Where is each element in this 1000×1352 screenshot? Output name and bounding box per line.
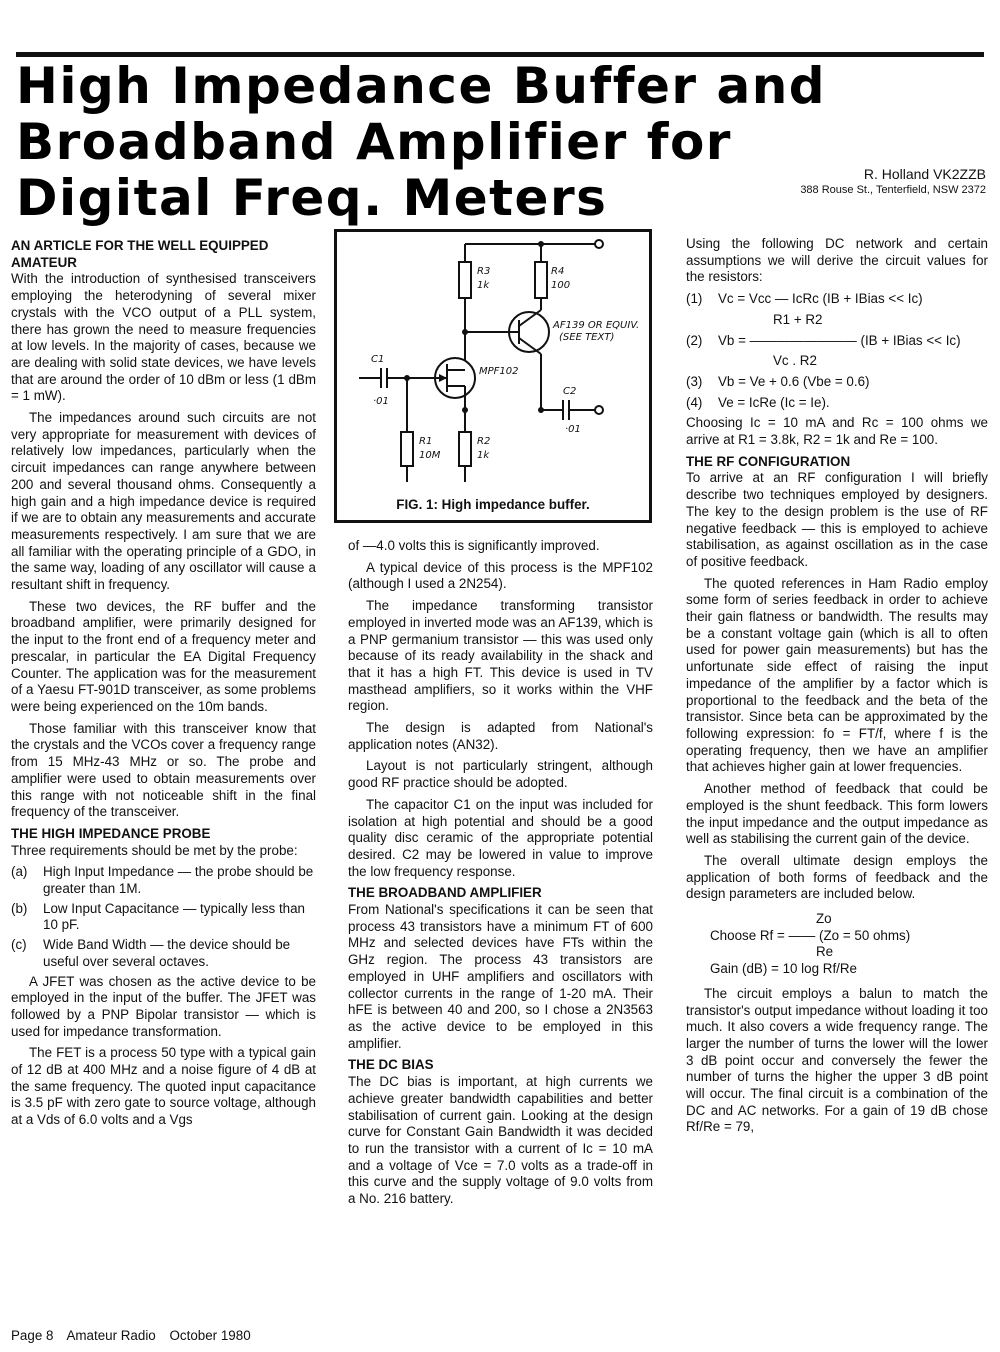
requirement-a (11, 864, 316, 897)
byline (800, 166, 986, 196)
req-text: High Input Impedance — the probe should be greater than 1M. (43, 864, 314, 897)
equation-2-numerator: R1 + R2 (773, 311, 823, 327)
page-number: Page 8 (11, 1328, 54, 1343)
eq-text: Ve = IcRe (Ic = Ie). (718, 394, 830, 410)
equation-4 (686, 395, 988, 412)
column-3 (686, 236, 988, 1141)
label-q2: AF139 OR EQUIV. (553, 320, 640, 331)
formula-line: Choose Rf = —— (Zo = 50 ohms) (710, 927, 911, 943)
page-title (16, 57, 827, 227)
paragraph: These two devices, the RF buffer and the broadband amplifier, were primarily designed for the input to the front end of a frequency meter and prescalar, in particular the EA Digital Frequency Counter. The application was for the measurement of a Yaesu FT-901D transceiver, as some problems were being experienced on the 10m bands. (11, 598, 316, 714)
requirement-c (11, 937, 316, 970)
paragraph: The circuit employs a balun to match the transistor's output impedance without loading it too much. It also covers a wide frequency range. The larger the number of turns the lower will the lower 3 dB point occur and conversely the fewer the number of turns the higher the upper 3 dB point will occur. The final circuit is a combination of the DC and AC networks. For a gain of 19 dB chose Rf/Re = 79, (686, 985, 988, 1135)
label-r1-value: 10M (419, 450, 441, 461)
heading-amplifier: THE BROADBAND AMPLIFIER (348, 885, 542, 901)
paragraph: The FET is a process 50 type with a typical gain of 12 dB at 400 MHz and a noise figure of 4 dB at the same frequency. The quoted input capacitance is 3.5 pF with zero gate to source voltage, although at a Vds of 6.0 volts and a Vgs (11, 1045, 316, 1128)
paragraph: The impedance transforming transistor employed in inverted mode was an AF139, which is a PNP germanium transistor — this was used only because of its ready availability in the shack and that it has a high FT. This device is used in TV masthead amplifiers, so it works within the VHF region. (348, 598, 653, 714)
heading-probe: THE HIGH IMPEDANCE PROBE (11, 825, 211, 841)
title-line-3: Digital Freq. Meters (16, 169, 608, 227)
label-c2: C2 (563, 386, 577, 397)
paragraph: A typical device of this process is the MPF102 (although I used a 2N254). (348, 559, 653, 592)
equation-3 (686, 374, 988, 391)
eq-number: (1) (686, 291, 703, 307)
equation-2 (686, 333, 988, 350)
label-c2-value: ·01 (565, 424, 581, 435)
eq-number: (3) (686, 373, 703, 389)
eq-number: (2) (686, 332, 703, 348)
paragraph: To arrive at an RF configuration I will briefly describe two techniques employed by designers. The key to the design problem is the use of RF negative feedback — this is employed to achieve stabilisation, as against oscillation as in the case of positive feedback. (686, 470, 988, 569)
formula-denominator: Re (816, 944, 834, 960)
equation-2-denominator: Vc . R2 (773, 353, 817, 369)
title-line-2: Broadband Amplifier for (16, 113, 732, 171)
label-r3-value: 1k (477, 280, 490, 291)
page-footer (11, 1328, 261, 1343)
req-text: Wide Band Width — the device should be useful over several octaves. (43, 937, 291, 969)
paragraph: With the introduction of synthesised transceivers employing the heterodyning of several mixer crystals with the VCO output of a PLL system, there has grown the need to measure frequencies at low levels. In the majority of cases, because we are dealing with solid state devices, we have levels that are around the order of 10 dBm or less (1 dBm = 1 mW). (11, 271, 316, 404)
label-r3: R3 (477, 266, 491, 277)
paragraph: Choosing Ic = 10 mA and Rc = 100 ohms we arrive at R1 = 3.8k, R2 = 1k and Re = 100. (686, 415, 988, 448)
paragraph: A JFET was chosen as the active device to be employed in the input of the buffer. The JFET was followed by a PNP Bipolar transistor — which is used for impedance transformation. (11, 973, 316, 1039)
label-r2-value: 1k (477, 450, 490, 461)
label-r4-value: 100 (551, 280, 571, 291)
paragraph: The capacitor C1 on the input was included for isolation at high potential and should be a good quality disc ceramic of the appropriate potential desired. C2 may be lowered in value to improve the low frequency response. (348, 796, 653, 879)
paragraph: Another method of feedback that could be employed is the shunt feedback. This form lowers the input impedance and the output impedance as well as stabilising the current gain of the device. (686, 781, 988, 847)
label-q2-note: (SEE TEXT) (559, 332, 615, 343)
column-2 (348, 538, 653, 1213)
label-r4: R4 (551, 266, 565, 277)
paragraph: Using the following DC network and certain assumptions we will derive the circuit values for the resistors: (686, 236, 988, 285)
paragraph: The overall ultimate design employs the application of both forms of feedback and the design parameters are included below. (686, 852, 988, 902)
author: R. Holland VK2ZZB (863, 166, 986, 182)
eq-text: Vb = ———————— (IB + IBias << Ic) (718, 332, 961, 348)
heading-rf-configuration: THE RF CONFIGURATION (686, 453, 851, 469)
paragraph: Three requirements should be met by the probe: (11, 842, 298, 858)
req-label: (c) (11, 937, 27, 953)
eq-text: Vc = Vcc — IcRc (IB + IBias << Ic) (718, 291, 923, 307)
label-c1: C1 (371, 354, 385, 365)
paragraph: The quoted references in Ham Radio employ some form of series feedback in order to achieve their gain flatness or bandwidth. The results may be a constant voltage gain (which is all to often used for power gain measurements) but has the unfortunate side effect of raising the input impedance of the amplifier by a factor which is proportional to the feedback and the beta of the transistor. Since beta can be approximated by the following expression: fo = FT/f, where f is the operating frequency, then we have an amplifier that achieves higher gain at lower frequencies. (686, 575, 988, 775)
req-label: (b) (11, 900, 28, 916)
paragraph: of —4.0 volts this is significantly improved. (348, 538, 600, 553)
req-text: Low Input Capacitance — typically less than 10 pF. (43, 900, 306, 933)
heading-dc-bias: THE DC BIAS (348, 1057, 434, 1073)
eq-number: (4) (686, 394, 703, 410)
issue-date: October 1980 (169, 1328, 251, 1343)
formula-numerator: Zo (816, 911, 832, 927)
paragraph: Layout is not particularly stringent, although good RF practice should be adopted. (348, 758, 653, 791)
title-line-1: High Impedance Buffer and (16, 57, 827, 115)
figure-1 (334, 229, 652, 523)
label-q1: MPF102 (479, 366, 519, 377)
heading-intro: AN ARTICLE FOR THE WELL EQUIPPED AMATEUR (11, 238, 269, 270)
address: 388 Rouse St., Tenterfield, NSW 2372 (800, 184, 986, 196)
design-formula (710, 911, 988, 978)
magazine-name: Amateur Radio (66, 1328, 156, 1343)
req-label: (a) (11, 864, 28, 880)
label-r1: R1 (419, 436, 433, 447)
requirement-b (11, 901, 316, 934)
paragraph: Those familiar with this transceiver know that the crystals and the VCOs cover a frequency range from 15 MHz-43 MHz or so. The probe and amplifier were used to obtain measurements over this range with not noticeable shift in the final frequency of the transceiver. (11, 720, 316, 820)
figure-caption: FIG. 1: High impedance buffer. (396, 497, 590, 512)
column-1 (11, 236, 316, 1134)
paragraph: The design is adapted from National's application notes (AN32). (348, 720, 653, 752)
label-c1-value: ·01 (373, 396, 389, 407)
paragraph: The DC bias is important, at high currents we achieve greater bandwidth capabilities and better stabilisation of current gain. Looking at the design curve for Constant Gain Bandwidth it was decided to run the transistor with a current of Ic = 10 mA and a voltage of Vce = 7.0 volts as a trade-off in this curve and the supply voltage of 9.0 volts from a No. 216 battery. (348, 1074, 653, 1207)
formula-gain: Gain (dB) = 10 log Rf/Re (710, 961, 857, 977)
eq-text: Vb = Ve + 0.6 (Vbe = 0.6) (718, 373, 870, 389)
equation-1 (686, 291, 988, 308)
paragraph: From National's specifications it can be seen that process 43 transistors have a minimum FT of 600 MHz and selected devices have FTs within the GHz region. The process 43 transistors are employed in UHF amplifiers and oscillators with collector currents in the range of 1-20 mA. Their hFE is between 40 and 200, so I chose a 2N3563 as the active device to be employed in this amplifier. (348, 902, 653, 1051)
paragraph: The impedances around such circuits are not very appropriate for measurement with devices of relatively low impedances, particularly when the circuit impedances can range anywhere between 200 and several thousand ohms. Consequently a high gain and a high impedance device is required if we are to obtain any measurements and accurate measurements respectively. I am sure that we are all familiar with the operating principle of a GDO, in the same way, loading of any oscillator will cause a resultant shift in frequency. (11, 410, 316, 593)
schematic-diagram (337, 232, 649, 520)
label-r2: R2 (477, 436, 491, 447)
